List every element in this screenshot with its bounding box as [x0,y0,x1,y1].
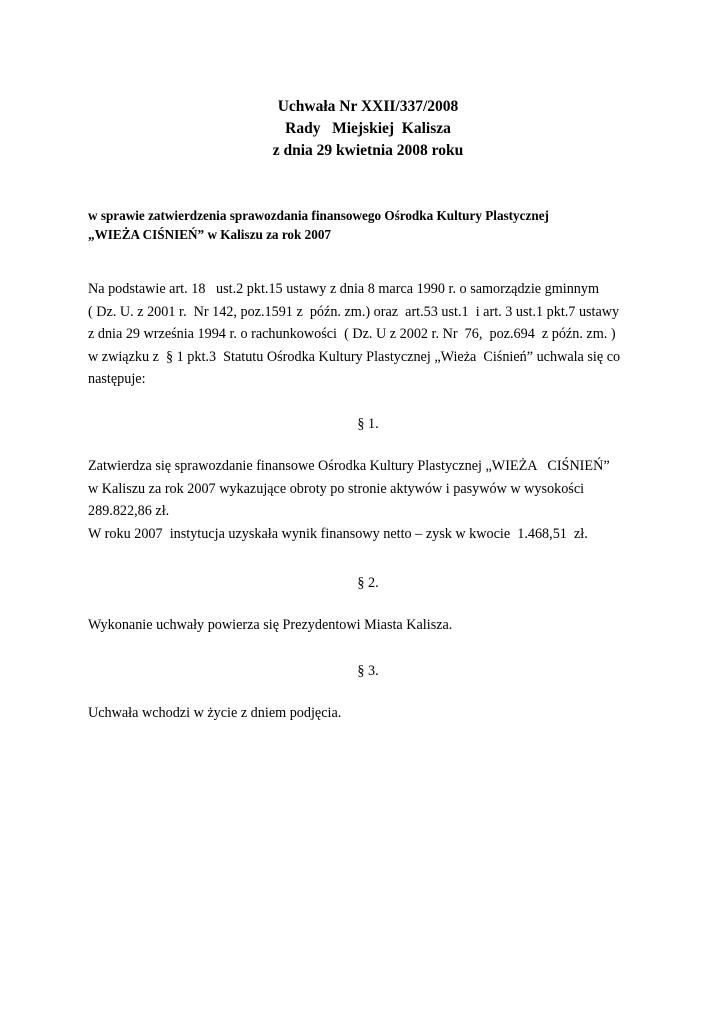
section-1-line: Zatwierdza się sprawozdanie finansowe Ośrodka Kultury Plastycznej „WIEŻA CIŚNIEŃ” [88,458,610,475]
spacer [88,545,648,549]
title-line-1: Uchwała Nr XXII/337/2008 [277,98,459,115]
document-subject [88,206,648,244]
section-2-body: Wykonanie uchwały powierza się Prezydentowi Miasta Kalisza. [88,617,453,634]
document-content [88,96,648,724]
section-marker-1: § 1. [357,416,379,433]
legal-basis-paragraph [88,278,648,390]
section-marker-2: § 2. [357,575,379,592]
subject-line-2: „WIEŻA CIŚNIEŃ” w Kaliszu za rok 2007 [88,227,332,243]
legal-basis-line: Na podstawie art. 18 ust.2 pkt.15 ustawy z dnia 8 marca 1990 r. o samorządzie gminnym [88,281,600,298]
subject-line-1: w sprawie zatwierdzenia sprawozdania finansowego Ośrodka Kultury Plastycznej [88,208,549,223]
document-title [88,96,648,162]
legal-basis-line: następuje: [88,371,146,388]
legal-basis-line: ( Dz. U. z 2001 r. Nr 142, poz.1591 z późn. zm.) oraz art.53 ust.1 i art. 3 ust.1 pkt.7 ustawy [88,303,620,320]
title-line-3: z dnia 29 kwietnia 2008 roku [272,142,464,159]
section-1-line: w Kaliszu za rok 2007 wykazujące obroty po stronie aktywów i pasywów w wysokości [88,480,585,497]
section-3-body: Uchwała wchodzi w życie z dniem podjęcia. [88,704,342,721]
legal-basis-line: z dnia 29 września 1994 r. o rachunkowości ( Dz. U z 2002 r. Nr 76, poz.694 z późn. zm. ) [88,326,616,343]
section-marker-3: § 3. [357,662,379,679]
legal-basis-line: w związku z § 1 pkt.3 Statutu Ośrodka Kultury Plastycznej „Wieża Ciśnień” uchwala się co [88,348,621,365]
section-1-body [88,455,648,545]
section-1-line: W roku 2007 instytucja uzyskała wynik finansowy netto – zysk w kwocie 1.468,51 zł. [88,525,588,542]
section-1-line: 289.822,86 zł. [88,503,170,520]
title-line-2: Rady Miejskiej Kalisza [285,120,451,137]
